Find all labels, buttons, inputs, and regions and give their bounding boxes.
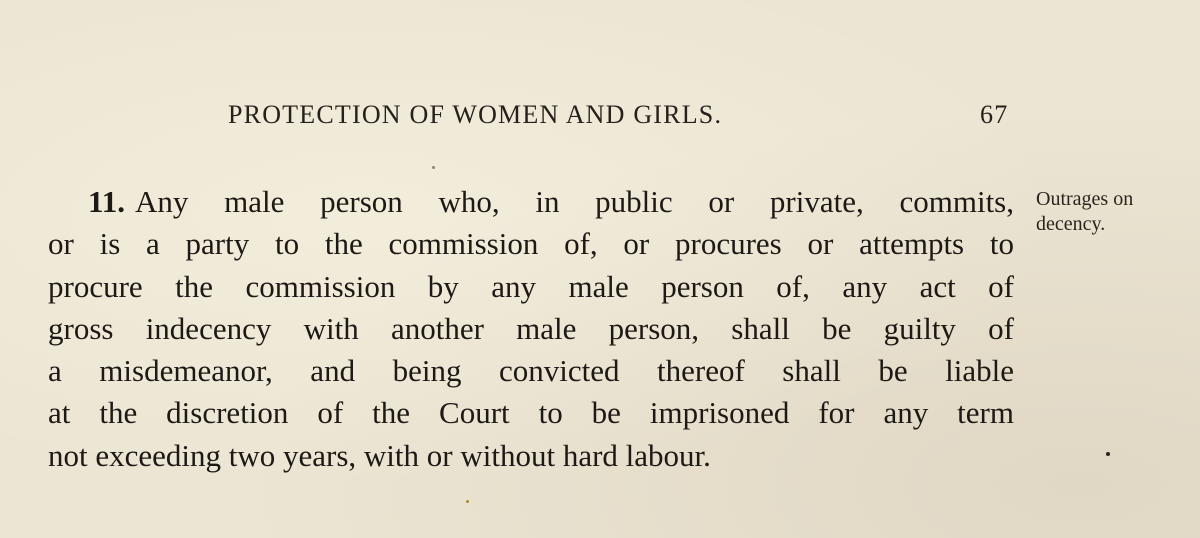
page-number: 67 [980, 100, 1009, 129]
text-line: or is a party to the commission of, or procures or attempts to [48, 226, 1014, 262]
text-line: a misdemeanor, and being convicted thereof shall be liable [48, 353, 1014, 389]
text-line: procure the commission by any male person of, any act of [48, 268, 1014, 304]
text-line-content: Any male person who, in public or private, commits, [135, 184, 1014, 219]
text-line: not exceeding two years, with or without hard labour. [48, 437, 711, 473]
marginal-note [1036, 187, 1196, 237]
text-line [48, 181, 1014, 223]
section-11-text [48, 181, 1014, 477]
text-line: at the discretion of the Court to be imprisoned for any term [48, 395, 1014, 431]
marginal-note-line: Outrages on [1036, 188, 1134, 210]
text-line: gross indecency with another male person, shall be guilty of [48, 310, 1014, 346]
ink-speck [1106, 452, 1110, 456]
running-title: PROTECTION OF WOMEN AND GIRLS. [228, 100, 723, 129]
section-number: 11. [88, 184, 126, 219]
marginal-note-line: decency. [1036, 213, 1106, 235]
ink-speck [466, 500, 469, 503]
ink-speck [432, 166, 435, 169]
